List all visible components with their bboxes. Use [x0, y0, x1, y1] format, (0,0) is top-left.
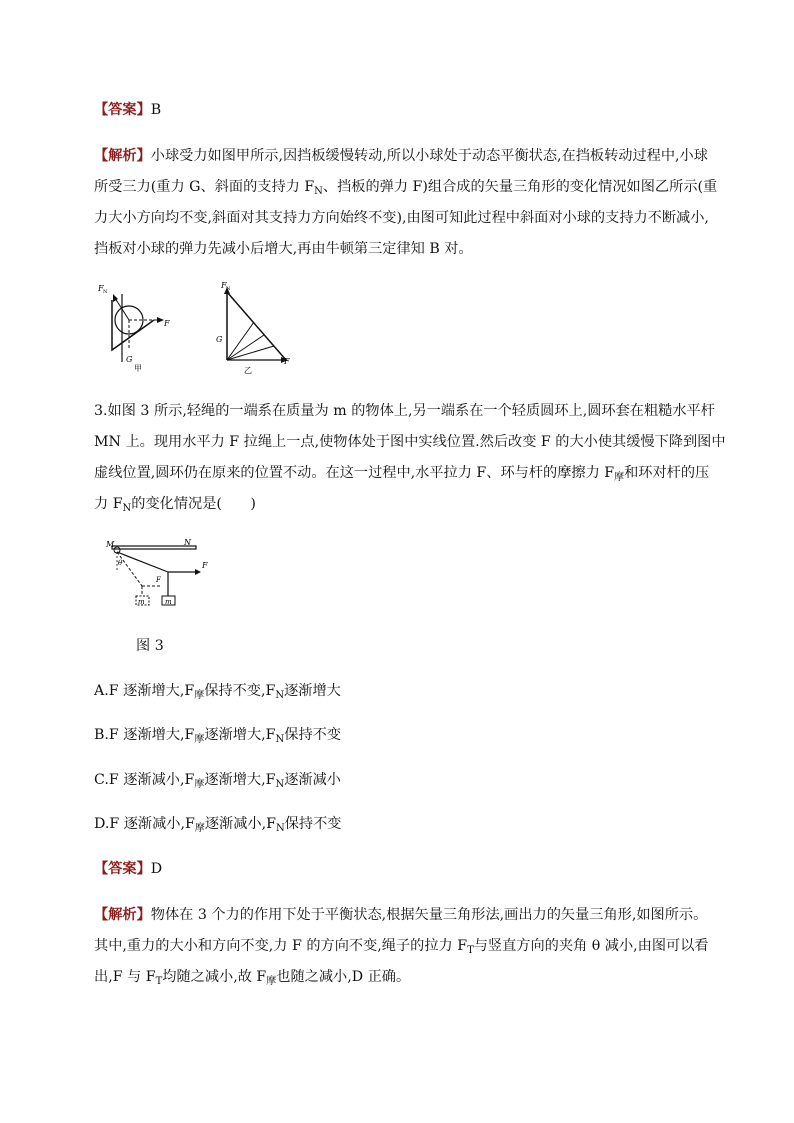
- answer-tag: 【答案】: [94, 102, 151, 118]
- label-f: F: [284, 357, 290, 366]
- analysis-text: 与竖直方向的夹角 θ 减小,由图可以看: [473, 938, 709, 954]
- diagram-yi: [216, 281, 290, 375]
- answer-value: D: [150, 861, 163, 877]
- option-d[interactable]: [94, 815, 341, 838]
- analysis-text: 出,F 与 F: [94, 969, 156, 985]
- label-fn: F: [221, 281, 227, 290]
- analysis-2-line-2: [94, 937, 709, 960]
- option-text: 逐渐减小,F: [204, 816, 276, 832]
- label-g: G: [126, 355, 133, 364]
- subscript: N: [275, 779, 285, 790]
- label-f: F: [202, 561, 208, 570]
- analysis-1-line-2: [94, 178, 717, 201]
- subscript: 摩: [614, 472, 625, 483]
- subscript: 摩: [194, 734, 205, 745]
- subscript: N: [275, 734, 285, 745]
- label-jia: 甲: [134, 364, 142, 373]
- question-3-line-3: [94, 464, 709, 487]
- answer-1: [94, 101, 161, 119]
- question-3-line-4: [94, 495, 256, 518]
- question-text: 虚线位置,圆环仍在原来的位置不动。在这一过程中,水平拉力 F、环与杆的摩擦力 F: [94, 465, 615, 481]
- analysis-text: 、挡板的弹力 F)组合成的矢量三角形的变化情况如图乙所示(重: [322, 179, 718, 195]
- label-n-end: N: [184, 538, 191, 547]
- option-c[interactable]: [94, 771, 341, 794]
- diagram-jia: [97, 284, 170, 373]
- analysis-1-line-1: [94, 147, 708, 165]
- option-text: B.F 逐渐增大,F: [94, 727, 195, 743]
- subscript: 摩: [194, 779, 205, 790]
- analysis-text: 小球受力如图甲所示,因挡板缓慢转动,所以小球处于动态平衡状态,在挡板转动过程中,小球: [150, 148, 708, 164]
- analysis-text: 也随之减小,D 正确。: [276, 969, 411, 985]
- label-fn: F: [98, 284, 104, 293]
- subscript: 摩: [194, 823, 205, 834]
- subscript: N: [122, 503, 132, 514]
- subscript: N: [314, 186, 323, 197]
- analysis-text: 物体在 3 个力的作用下处于平衡状态,根据矢量三角形法,画出力的矢量三角形,如图所示。: [150, 907, 708, 923]
- label-mass: m: [165, 598, 172, 606]
- analysis-2-line-3: [94, 968, 410, 991]
- answer-2: [94, 860, 162, 878]
- question-text: 的变化情况是( ): [131, 496, 256, 512]
- figure-3-caption: 图 3: [136, 638, 164, 654]
- analysis-text: 力大小方向均不变,斜面对其支持力方向始终不变),由图可知此过程中斜面对小球的支持力不断减小,: [94, 210, 709, 226]
- analysis-text: 挡板对小球的弹力先减小后增大,再由牛顿第三定律知 B 对。: [94, 241, 473, 257]
- subscript: 摩: [194, 690, 205, 701]
- label-fn-sub: N: [103, 289, 108, 295]
- label-f: F: [164, 319, 170, 328]
- option-text: 逐渐增大,F: [204, 727, 276, 743]
- label-g: G: [216, 335, 223, 344]
- analysis-text: 均随之减小,故 F: [162, 969, 267, 985]
- analysis-1-line-3: [94, 209, 709, 227]
- subscript: 摩: [266, 976, 277, 987]
- option-a[interactable]: [94, 682, 341, 705]
- subscript: T: [467, 945, 474, 956]
- option-text: 保持不变,F: [204, 683, 276, 699]
- label-mass-dashed: m: [138, 598, 145, 606]
- label-theta: θ: [118, 559, 123, 567]
- option-text: 逐渐增大: [284, 683, 341, 699]
- figure-3-diagram: [102, 538, 214, 610]
- analysis-1-line-4: [94, 240, 473, 258]
- question-3-line-2: [94, 433, 726, 451]
- option-text: 逐渐增大,F: [204, 772, 276, 788]
- subscript: N: [275, 823, 285, 834]
- question-text: 和环对杆的压: [624, 465, 710, 481]
- question-text: MN 上。现用水平力 F 拉绳上一点,使物体处于图中实线位置.然后改变 F 的大小使其缓慢下降到图中: [94, 434, 726, 450]
- subscript: T: [155, 976, 163, 987]
- analysis-tag: 【解析】: [94, 148, 151, 164]
- option-text: 保持不变: [284, 727, 342, 743]
- option-b[interactable]: [94, 726, 341, 749]
- analysis-text: 其中,重力的大小和方向不变,力 F 的方向不变,绳子的拉力 F: [94, 938, 468, 954]
- option-text: 逐渐减小: [284, 772, 341, 788]
- label-m-end: M: [106, 540, 115, 549]
- answer-value: B: [150, 102, 162, 118]
- analysis-text: 所受三力(重力 G、斜面的支持力 F: [94, 179, 315, 195]
- question-text: 3.如图 3 所示,轻绳的一端系在质量为 m 的物体上,另一端系在一个轻质圆环上,圆环套在粗糙水平杆: [94, 403, 715, 419]
- label-yi: 乙: [244, 366, 252, 375]
- figure-force-diagrams: [94, 280, 304, 375]
- option-text: C.F 逐渐减小,F: [94, 772, 195, 788]
- option-text: D.F 逐渐减小,F: [94, 816, 195, 832]
- question-text: 力 F: [94, 496, 123, 512]
- option-text: 保持不变: [284, 816, 342, 832]
- label-fn-sub: N: [226, 286, 231, 292]
- subscript: N: [275, 690, 285, 701]
- analysis-tag: 【解析】: [94, 907, 151, 923]
- analysis-2-line-1: [94, 906, 707, 924]
- label-f-dashed: F: [156, 576, 161, 584]
- question-3-line-1: [94, 402, 715, 420]
- answer-tag: 【答案】: [94, 861, 151, 877]
- option-text: A.F 逐渐增大,F: [94, 683, 195, 699]
